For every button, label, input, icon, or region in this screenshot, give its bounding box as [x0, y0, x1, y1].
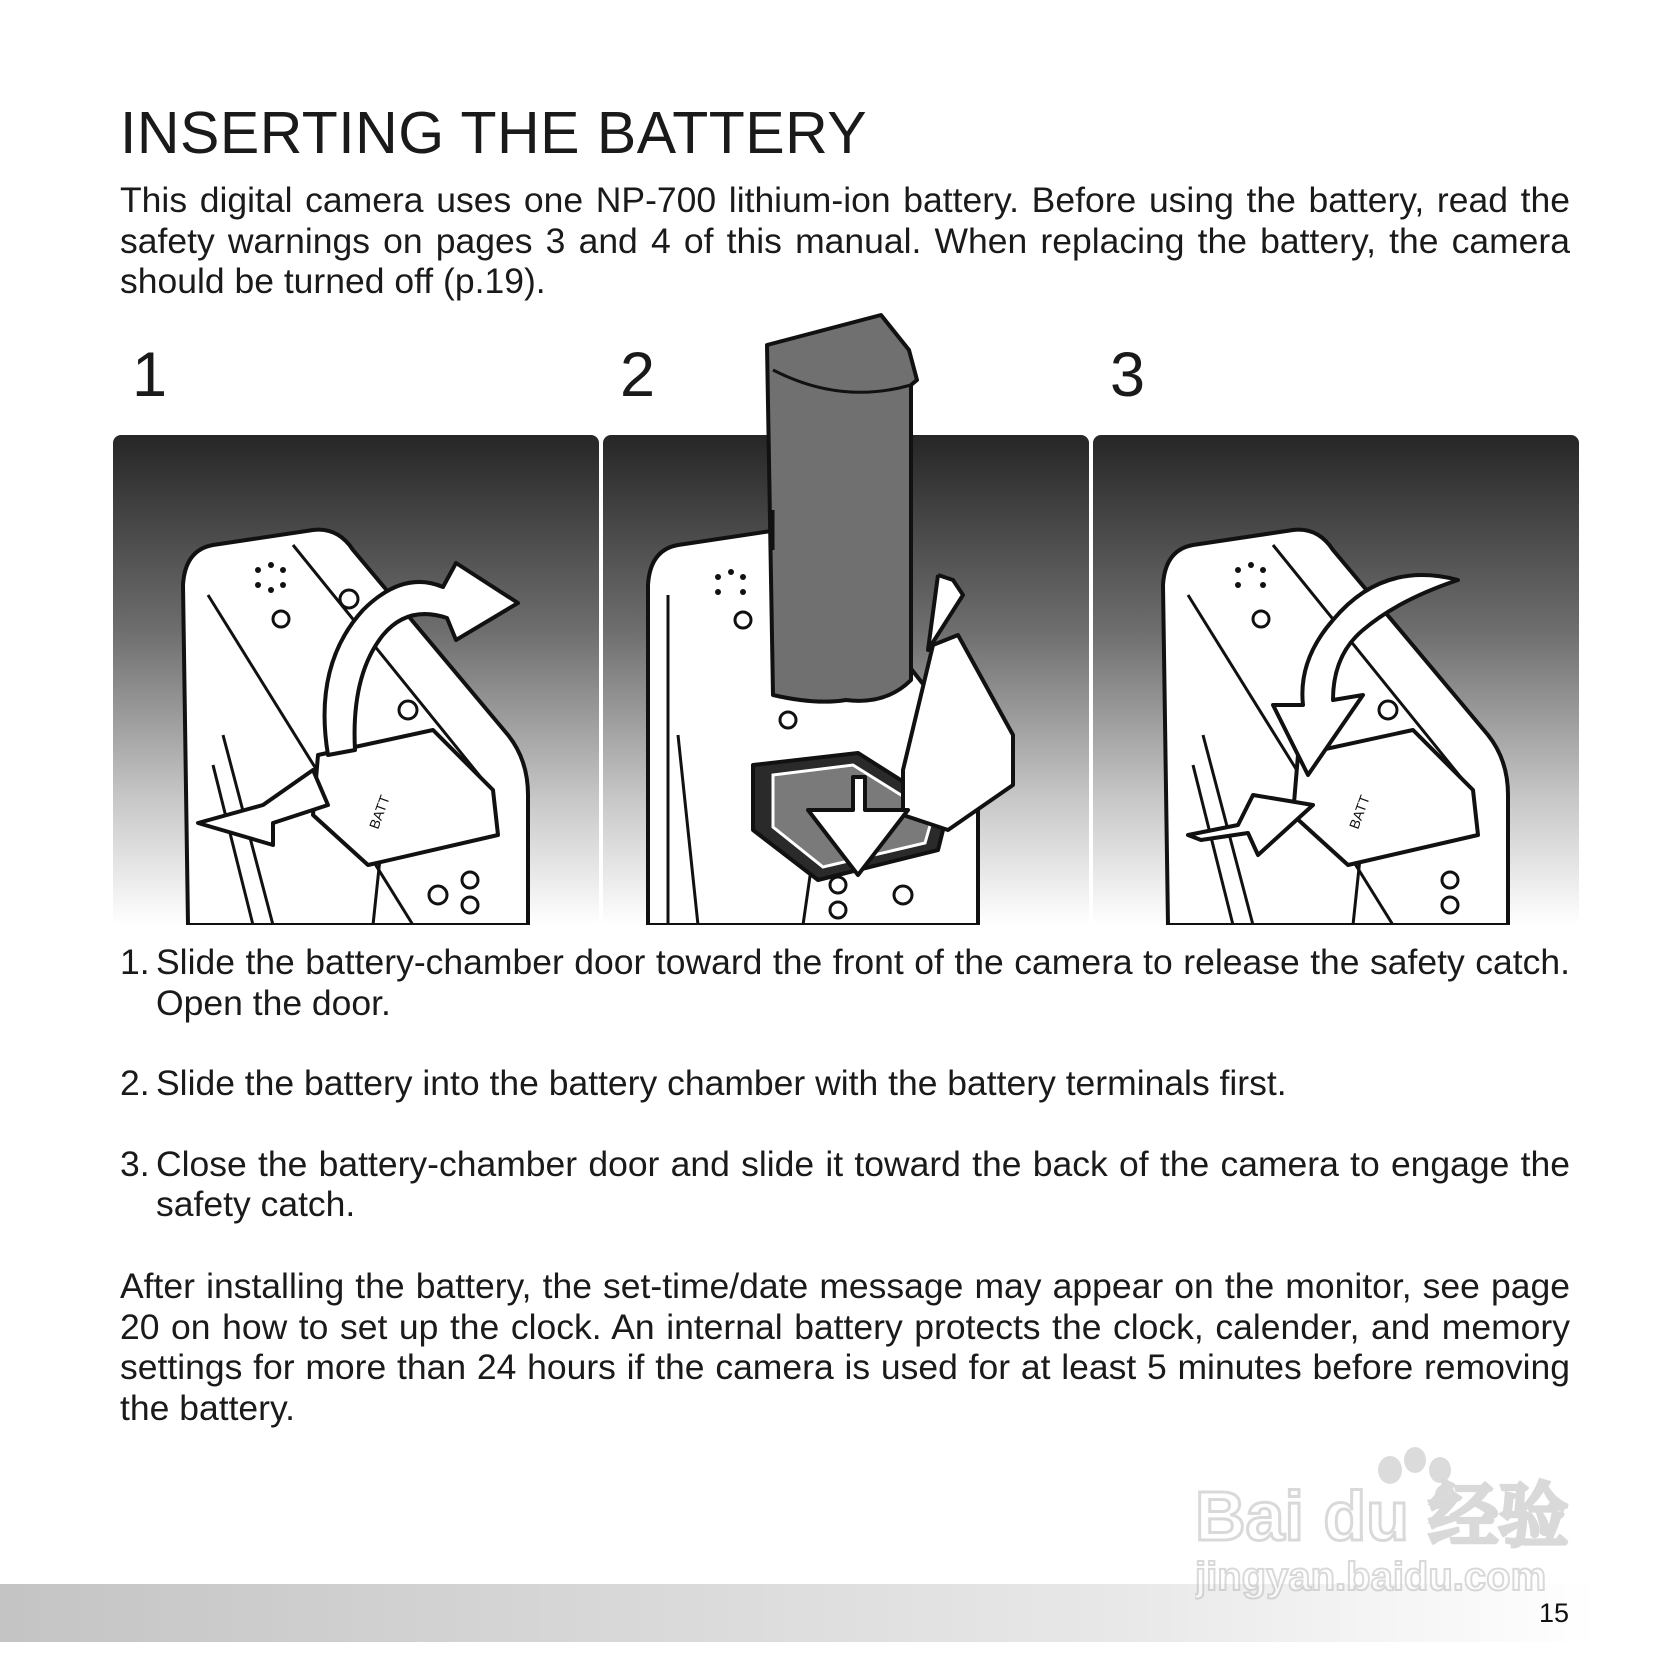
step-text: Close the battery-chamber door and slide it toward the back of the camera to engage the safety catch. [156, 1143, 1570, 1224]
figure-panel-close-door [1093, 435, 1579, 925]
figure-number-3: 3 [1110, 340, 1146, 410]
step-item [120, 942, 1570, 1023]
camera-illustration-3 [1093, 435, 1579, 925]
instruction-steps [120, 942, 1570, 1265]
page-title: INSERTING THE BATTERY [120, 100, 868, 166]
battery-icon [761, 310, 941, 750]
step-text: Slide the battery into the battery chamber with the battery terminals first. [156, 1063, 1287, 1103]
figure-panel-open-door [113, 435, 599, 925]
closing-paragraph: After installing the battery, the set-time/date message may appear on the monitor, see page 20 on how to set up the clock. An internal battery protects the clock, calender, and memory settings for more than 24 hours if the camera is used for at least 5 minutes before removing the battery. [120, 1266, 1570, 1428]
baidu-watermark [1195, 1430, 1585, 1600]
step-item [120, 1144, 1570, 1225]
figure-number-2: 2 [620, 340, 656, 410]
step-text: Slide the battery-chamber door toward the front of the camera to release the safety catch. Open the door. [156, 942, 1570, 1023]
step-number: 2. [120, 1063, 150, 1103]
watermark-brand: Bai du 经验 [1195, 1477, 1569, 1555]
page-number: 15 [1538, 1598, 1569, 1628]
watermark-url: jingyan.baidu.com [1195, 1555, 1547, 1599]
door-label: BATT [1345, 792, 1373, 832]
step-number: 3. [120, 1143, 150, 1184]
figure-number-1: 1 [132, 340, 168, 410]
camera-illustration-1 [113, 435, 599, 925]
door-label: BATT [365, 792, 393, 832]
figure-panel-insert-battery [603, 435, 1089, 925]
intro-paragraph: This digital camera uses one NP-700 lithium-ion battery. Before using the battery, read the safety warnings on pages 3 and 4 of this manual. When replacing the battery, the camera should be turned off (p.19). [120, 180, 1570, 301]
step-number: 1. [120, 942, 150, 982]
step-item [120, 1063, 1570, 1104]
